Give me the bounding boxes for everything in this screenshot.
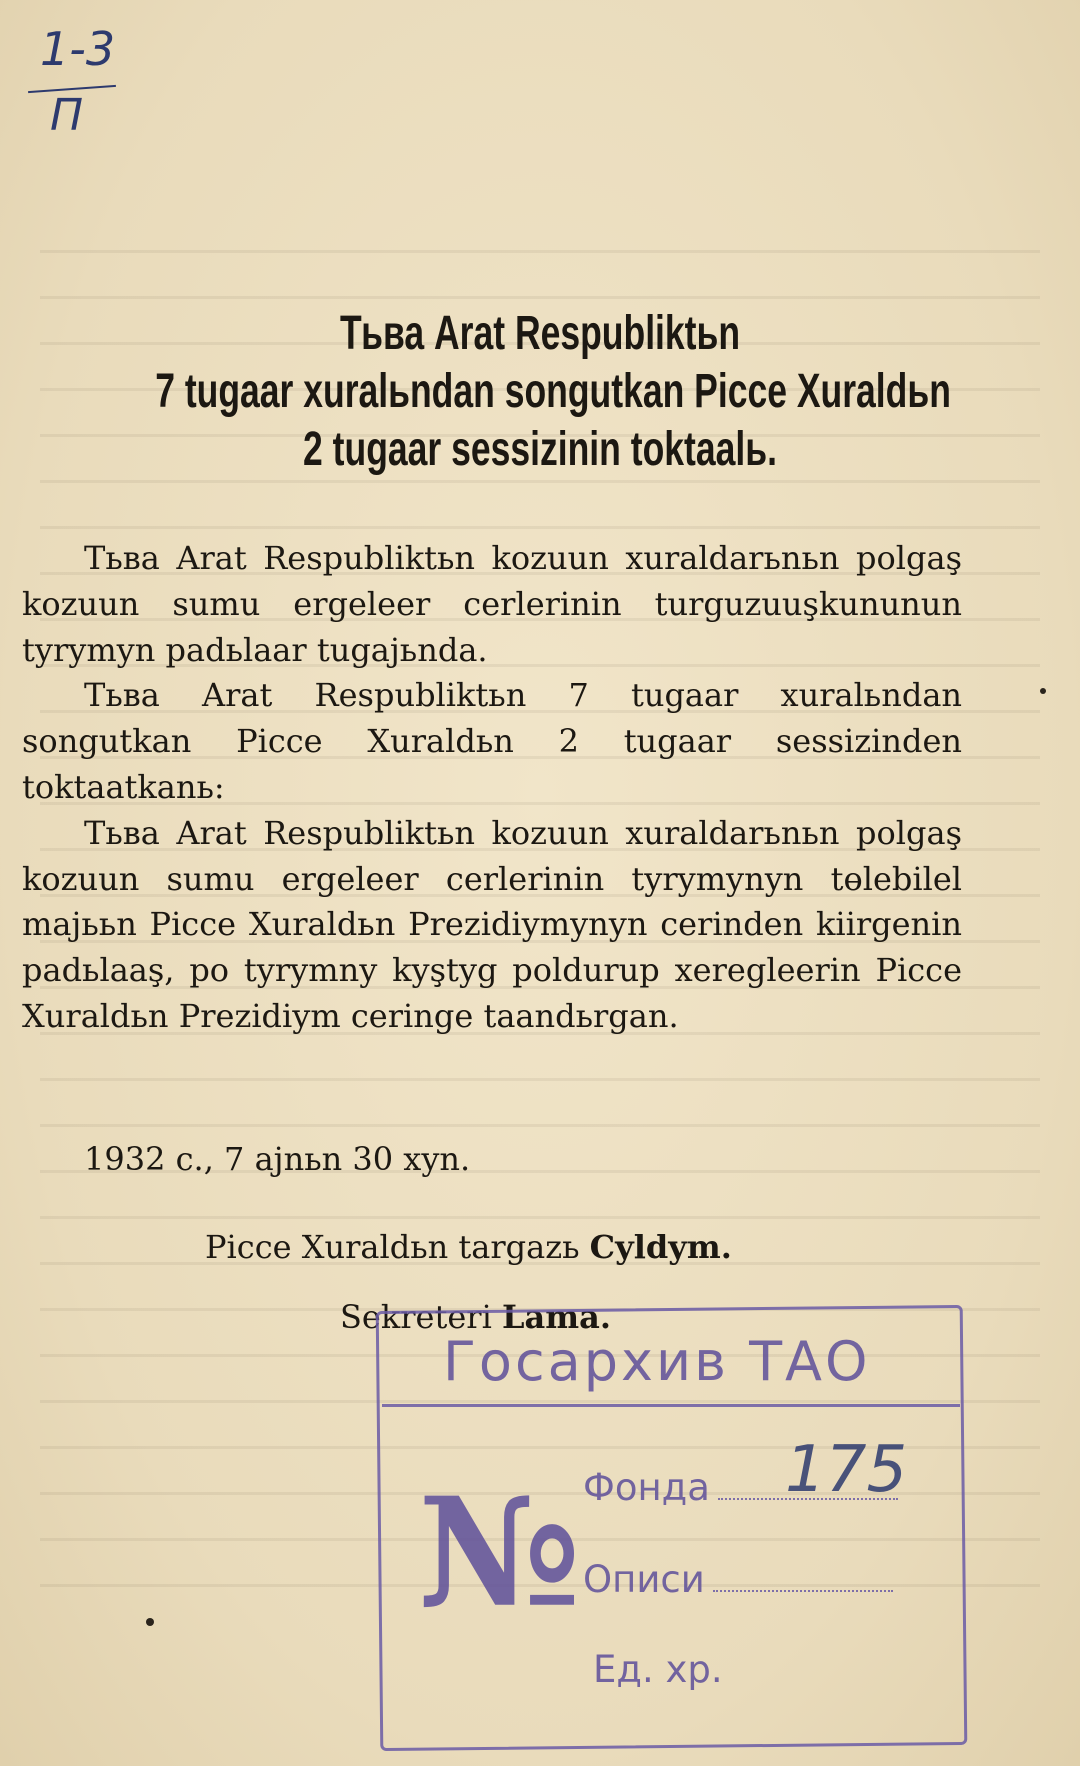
archive-mark-bottom: П xyxy=(50,90,84,141)
archive-handwritten-mark xyxy=(22,18,122,141)
paragraph-1: Тьва Arat Respubliktьn kozuun xuraldarьnьn polgaş kozuun sumu ergeleer cerlerinin turguzuuşkununun tyrymyn padьlaar tugajьnda. xyxy=(22,539,962,669)
chairman-signature xyxy=(205,1228,732,1266)
stamp-divider xyxy=(382,1404,960,1407)
title-line-1: Тьва Arat Respubliktьn xyxy=(339,307,741,360)
stamp-number-sign: № xyxy=(418,1465,582,1641)
secretary-title: Sekreteri xyxy=(340,1298,492,1336)
title-line-3: 2 tugaar sessizinin toktaalь. xyxy=(303,423,777,476)
chairman-name: Cyldym. xyxy=(589,1228,732,1266)
stamp-opis-field xyxy=(583,1558,893,1601)
document-title xyxy=(155,305,951,479)
secretary-name: Lama. xyxy=(501,1298,611,1336)
archive-stamp xyxy=(378,1308,965,1748)
stamp-ed-label: Ед. хр. xyxy=(593,1648,723,1691)
ink-speck xyxy=(1040,688,1046,694)
stamp-opis-label: Описи xyxy=(583,1558,705,1601)
document-date: 1932 c., 7 ajnьn 30 xyn. xyxy=(84,1140,471,1178)
archive-mark-top: 1-3 xyxy=(40,22,116,76)
chairman-title: Picce Xuraldьn targazь xyxy=(205,1228,580,1266)
document-body xyxy=(22,536,962,1040)
ink-speck xyxy=(146,1618,154,1626)
title-line-2: 7 tugaar xuralьndan songutkan Picce Xuraldьn xyxy=(155,365,951,418)
stamp-fond-value: 175 xyxy=(785,1433,908,1507)
stamp-fond-label: Фонда xyxy=(583,1466,710,1509)
paragraph-3: Тьва Arat Respubliktьn kozuun xuraldarьnьn polgaş kozuun sumu ergeleer cerlerinin tyrymynyn tөlebilel majььn Picce Xuraldьn Prezidiymynyn cerinden kiirgenin padьlaaş, po tyrymny kyştyg poldurup xeregleerin Picce Xuraldьn Prezidiym ceringe taandьrgan. xyxy=(22,813,962,1035)
paragraph-2: Тьва Arat Respubliktьn 7 tugaar xuralьndan songutkan Picce Xuraldьn 2 tugaar sessizinden toktaatkanь: xyxy=(22,676,962,806)
stamp-ed-field xyxy=(593,1648,723,1691)
stamp-header: Госархив ТАО xyxy=(443,1330,871,1393)
